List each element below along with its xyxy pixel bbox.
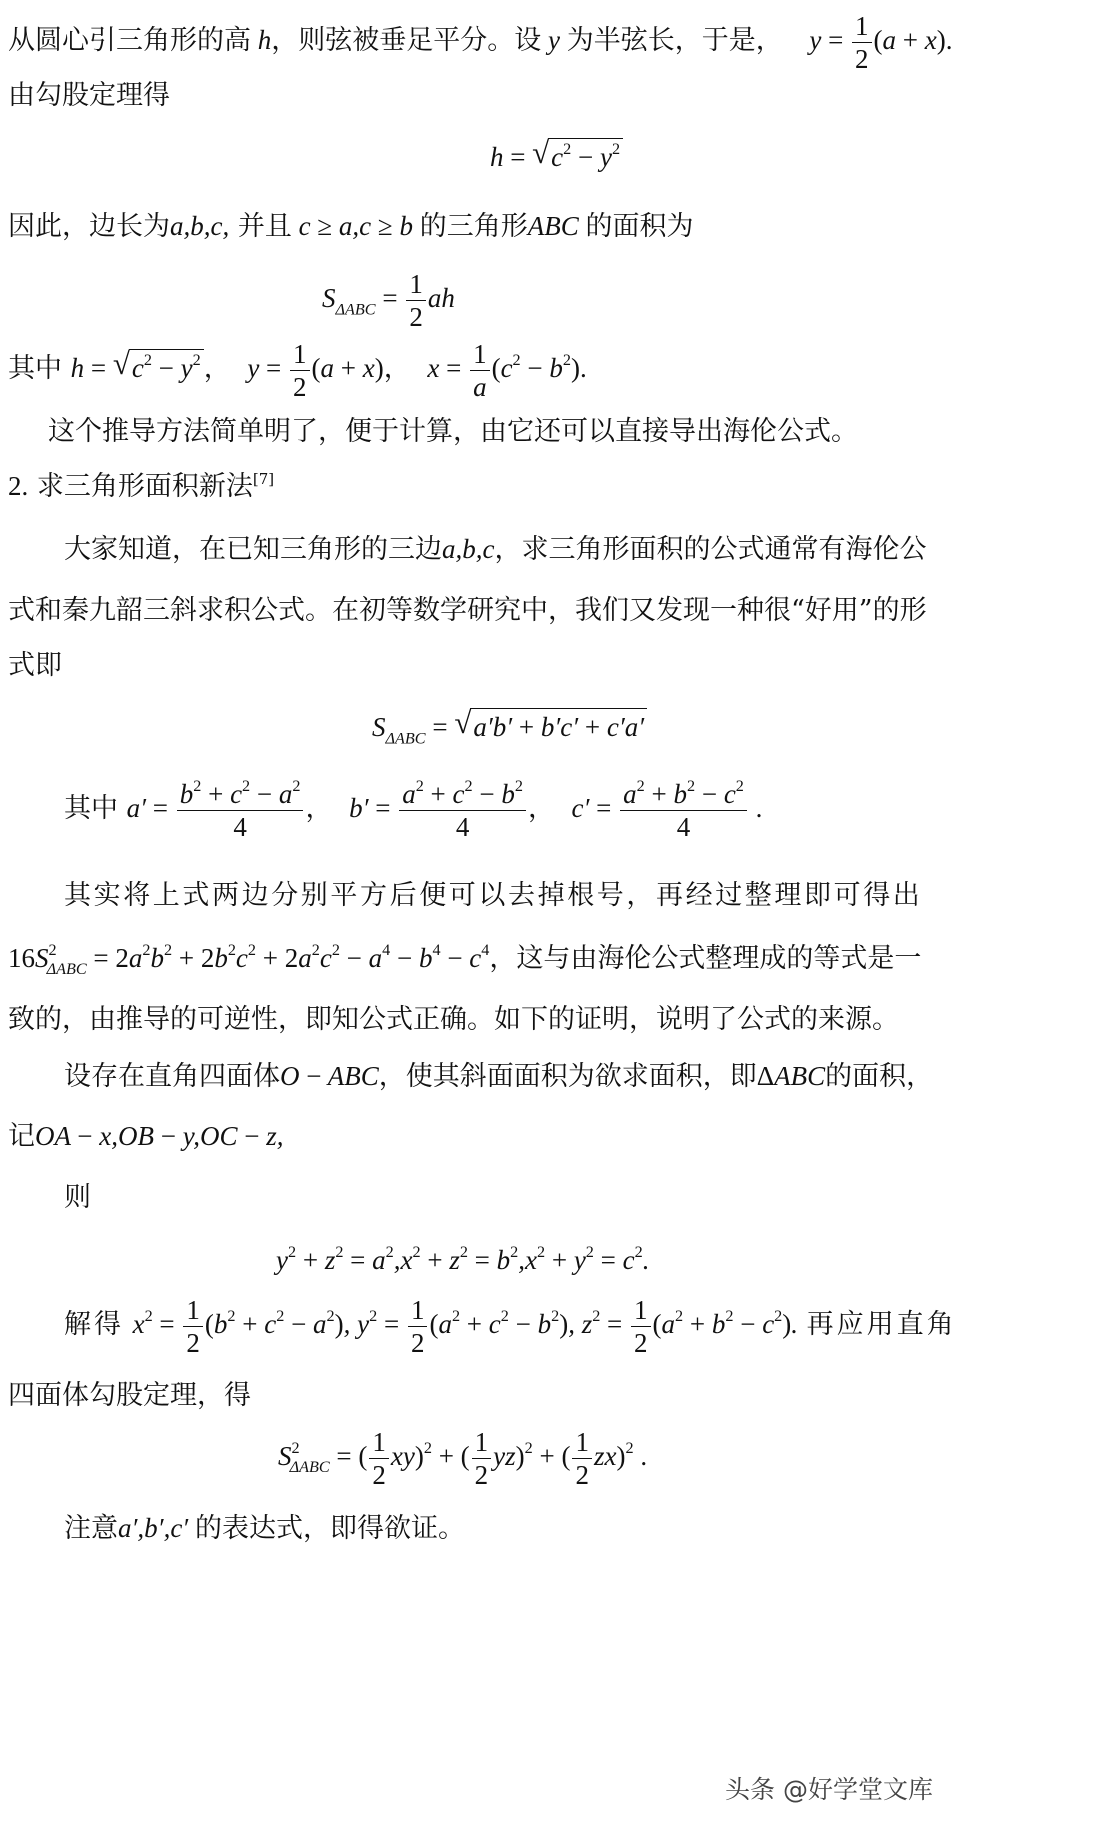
section-heading: 2. 求三角形面积新法[7] <box>8 469 275 502</box>
formula-16s2: $16S^2_{\Delta ABC} = 2a^2b^2 + 2b^2c^2 + 2a^2c^2 - a^4 - b^4 - c^4$，这与由海伦公式整理成的等式是一 <box>8 940 922 979</box>
text-line: 注意a′,b′,c′ 的表达式，即得欲证。 <box>64 1513 465 1544</box>
formula-h: h = √ $c^2 - y^2$ <box>0 138 1113 174</box>
text-line: 设存在直角四面体O − ABC，使其斜面面积为欲求面积，即ΔABC的面积， <box>64 1061 934 1092</box>
text-line: 因此，边长为a,b,c, 并且 c ≥ a,c ≥ b 的三角形ABC 的面积为 <box>8 211 694 242</box>
text-line: 四面体勾股定理，得 <box>8 1380 251 1411</box>
text-line: 由勾股定理得 <box>8 80 170 111</box>
text-line: 致的，由推导的可逆性，即知公式正确。如下的证明，说明了公式的来源。 <box>8 1004 899 1035</box>
formula-y-half: y = $\frac{1}{2}$ (a + x). <box>809 11 953 75</box>
text-line: 记OA − x,OB − y,OC − z, <box>8 1121 284 1152</box>
text-line: 大家知道，在已知三角形的三边a,b,c，求三角形面积的公式通常有海伦公 <box>64 534 927 565</box>
text-line: 式和秦九韶三斜求积公式。在初等数学研究中，我们又发现一种很“好用”的形 <box>8 595 927 626</box>
formula-final: $S^2_{\Delta ABC}$ = ( $\frac{1}{2}$ xy)$^2$ + ( $\frac{1}{2}$ yz)$^2$ + ( $\frac{1}{2}$ zx)$^2$ . <box>278 1427 648 1491</box>
formula-system: $y^2 + z^2 = a^2,x^2 + z^2 = b^2,x^2 + y^2 = c^2$. <box>276 1242 650 1275</box>
formula-area-ah: $S_{\Delta ABC}$ = $\frac{1}{2}$ ah <box>322 269 455 333</box>
text-line: 这个推导方法简单明了，便于计算，由它还可以直接导出海伦公式。 <box>48 416 858 447</box>
formula-new-area: $S_{\Delta ABC}$ = √ a′b′ + b′c′ + c′a′ <box>372 708 647 744</box>
watermark-text: 头条 @好学堂文库 <box>725 1775 933 1804</box>
formula-primes: 其中 a′ = $\frac{b^2 + c^2 - a^2}{4}$ ， b′ = $\frac{a^2 + c^2 - b^2}{4}$ ， c′ = $\frac{a^2 + b^2 - c^2}{4}$ . <box>64 776 763 843</box>
text-line: 其中 h = √ $c^2 - y^2$ ， y = $\frac{1}{2}$ (a + x)， x = $\frac{1}{a}$ $(c^2 - b^2)$. <box>8 339 587 403</box>
text-line: 则 <box>64 1182 91 1213</box>
formula-solution: 解得 $x^2$ = $\frac{1}{2}$ $(b^2 + c^2 - a^2)$, $y^2$ = $\frac{1}{2}$ $(a^2 + c^2 - b^2)$, $z^2$ = $\frac{1}{2}$ $(a^2 + b^2 - c^2)$. 再应用直角 <box>64 1295 957 1359</box>
text-line: 其实将上式两边分别平方后便可以去掉根号，再经过整理即可得出 <box>64 880 923 911</box>
text-line: 从圆心引三角形的高 h，则弦被垂足平分。设 y 为半弦长，于是， y = $\frac{1}{2}$ (a + x). <box>8 11 953 75</box>
text-line: 式即 <box>8 650 62 681</box>
